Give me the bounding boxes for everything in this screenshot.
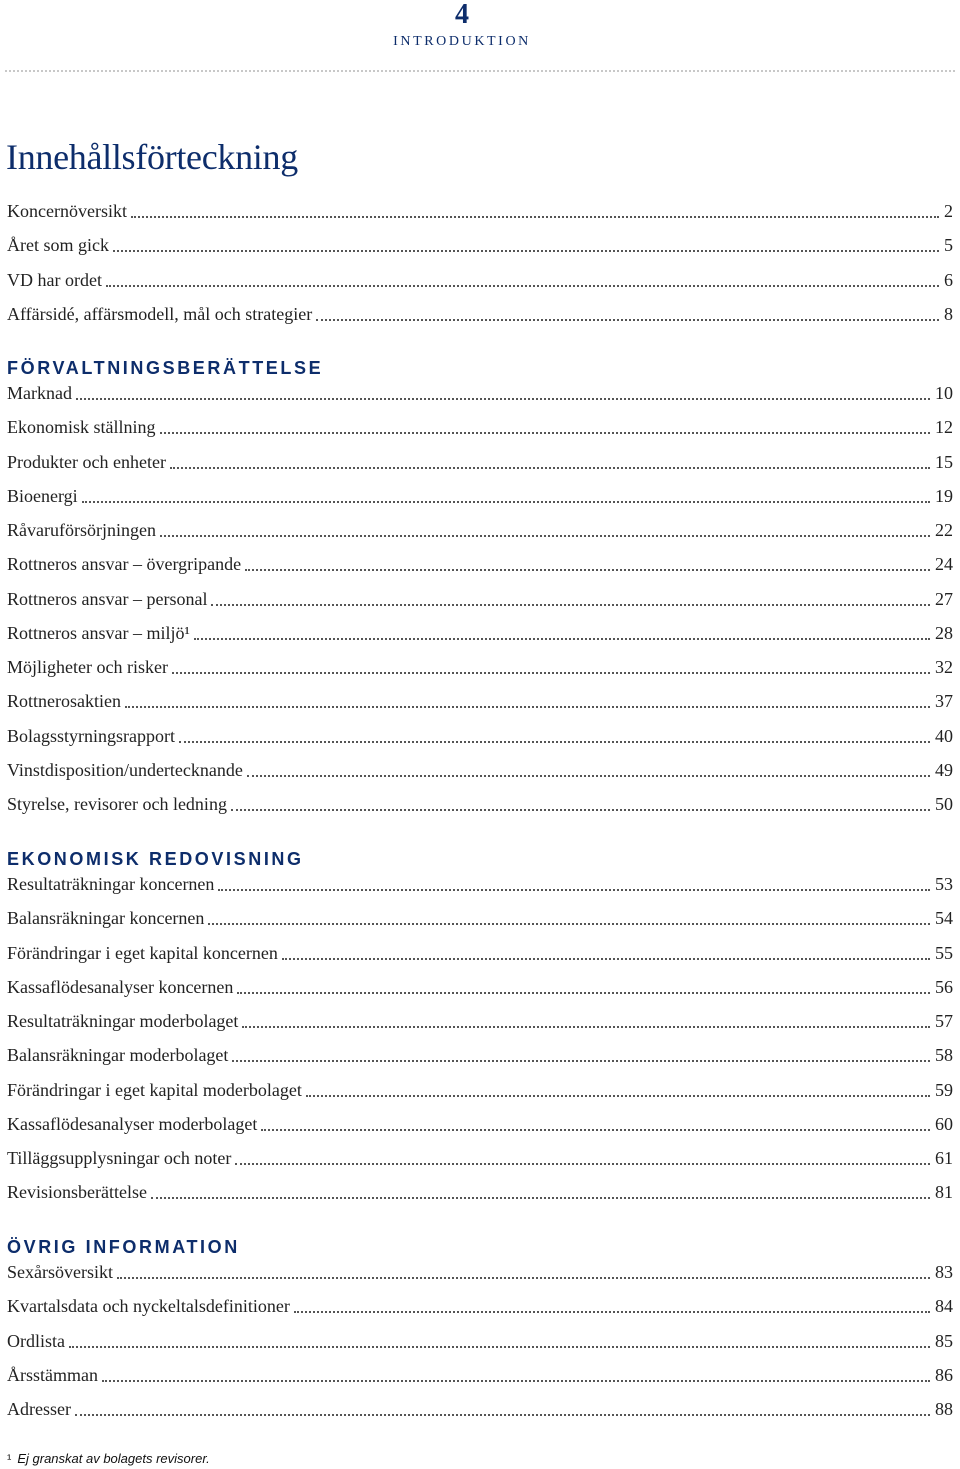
toc-leader-dots [247, 755, 930, 777]
toc-entry-label: VD har ordet [7, 269, 102, 290]
footnote [7, 1450, 210, 1468]
toc-entry-label: Balansräkningar koncernen [7, 908, 205, 929]
toc-entry-label: Resultaträkningar moderbolaget [7, 1011, 239, 1031]
toc-entry-page-number: 60 [935, 1113, 953, 1134]
toc-leader-dots [172, 652, 930, 674]
toc-entry-label: Kassaflödesanalyser moderbolaget [7, 1113, 258, 1134]
toc-entry-page-number: 88 [935, 1399, 953, 1419]
toc-entry-page-number: 2 [944, 201, 953, 221]
toc-leader-dots [69, 1326, 930, 1348]
toc-entry-page-number: 28 [935, 622, 953, 643]
toc-entry[interactable] [7, 1294, 953, 1318]
toc-entry-label: Tilläggsupplysningar och noter [7, 1148, 232, 1168]
toc-entry-page-number: 6 [944, 269, 953, 290]
toc-entry-label: Adresser [7, 1399, 71, 1419]
toc-entry[interactable] [7, 1043, 953, 1067]
toc-entry-page-number: 15 [935, 451, 953, 472]
toc-entry-page-number: 50 [935, 794, 953, 814]
toc-leader-dots [76, 378, 930, 400]
toc-entry-page-number: 55 [935, 942, 953, 963]
toc-entry[interactable] [7, 906, 953, 930]
toc-entry[interactable] [7, 552, 953, 576]
toc-section-heading: FÖRVALTNINGSBERÄTTELSE [7, 358, 324, 378]
toc-entry[interactable] [7, 1078, 953, 1102]
section-label: INTRODUKTION [393, 34, 531, 49]
toc-entry-label: Råvaruförsörjningen [7, 520, 156, 540]
toc-leader-dots [75, 1394, 930, 1416]
toc-entry-page-number: 40 [935, 725, 953, 746]
toc-leader-dots [151, 1177, 930, 1199]
toc-leader-dots [232, 1040, 930, 1062]
toc-leader-dots [282, 938, 930, 960]
toc-leader-dots [211, 584, 930, 606]
toc-leader-dots [242, 1006, 930, 1028]
toc-leader-dots [160, 515, 930, 537]
toc-entry-page-number: 57 [935, 1011, 953, 1031]
toc-entry[interactable] [7, 415, 953, 439]
toc-entry-label: Balansräkningar moderbolaget [7, 1045, 229, 1066]
toc-entry-label: Produkter och enheter [7, 451, 166, 472]
toc-entry[interactable] [7, 1180, 953, 1204]
toc-entry[interactable] [7, 268, 953, 292]
toc-entry-page-number: 8 [944, 303, 953, 324]
toc-entry[interactable] [7, 941, 953, 965]
toc-leader-dots [113, 230, 939, 252]
toc-entry-label: Styrelse, revisorer och ledning [7, 794, 227, 814]
toc-entry-page-number: 59 [935, 1079, 953, 1100]
toc-entry[interactable] [7, 199, 953, 223]
toc-entry[interactable] [7, 758, 953, 782]
toc-entry-label: Kvartalsdata och nyckeltalsdefinitioner [7, 1296, 290, 1317]
toc-leader-dots [245, 549, 930, 571]
toc-leader-dots [160, 412, 931, 434]
toc-leader-dots [261, 1109, 930, 1131]
toc-leader-dots [82, 481, 930, 503]
toc-entry-label: Årsstämman [7, 1364, 98, 1385]
toc-entry[interactable] [7, 724, 953, 748]
toc-entry-page-number: 19 [935, 485, 953, 506]
toc-leader-dots [102, 1360, 930, 1382]
toc-entry-page-number: 81 [935, 1182, 953, 1203]
toc-leader-dots [170, 447, 930, 469]
toc-entry-page-number: 54 [935, 908, 953, 929]
toc-leader-dots [316, 299, 939, 321]
toc-leader-dots [125, 686, 930, 708]
toc-leader-dots [218, 869, 930, 891]
toc-entry-label: Rottneros ansvar – personal [7, 588, 208, 609]
toc-entry-page-number: 84 [935, 1296, 953, 1317]
toc-leader-dots [194, 618, 930, 640]
toc-entry-page-number: 22 [935, 520, 953, 540]
toc-entry[interactable] [7, 1329, 953, 1353]
toc-entry[interactable] [7, 1397, 953, 1421]
toc-entry-label: Rottneros ansvar – övergripande [7, 554, 242, 575]
toc-leader-dots [208, 903, 930, 925]
toc-entry-label: Bolagsstyrningsrapport [7, 725, 175, 746]
toc-leader-dots [106, 265, 939, 287]
toc-section-heading: EKONOMISK REDOVISNING [7, 849, 304, 869]
toc-leader-dots [235, 1143, 930, 1165]
toc-entry-page-number: 37 [935, 691, 953, 712]
toc-entry[interactable] [7, 1112, 953, 1136]
toc-entry-page-number: 27 [935, 588, 953, 609]
toc-entry-label: Rottneros ansvar – miljö¹ [7, 622, 190, 643]
toc-entry-label: Marknad [7, 383, 72, 403]
toc-entry-page-number: 10 [935, 383, 953, 403]
toc-entry[interactable] [7, 1260, 953, 1284]
toc-entry-label: Möjligheter och risker [7, 657, 168, 677]
toc-entry-page-number: 12 [935, 417, 953, 438]
toc-entry[interactable] [7, 587, 953, 611]
toc-entry[interactable] [7, 381, 953, 405]
toc-entry-page-number: 32 [935, 657, 953, 677]
toc-entry-label: Sexårsöversikt [7, 1262, 113, 1282]
toc-entry[interactable] [7, 621, 953, 645]
toc-entry[interactable] [7, 302, 953, 326]
toc-entry-label: Ordlista [7, 1330, 65, 1351]
page-number: 4 [455, 0, 469, 30]
toc-section-heading: ÖVRIG INFORMATION [7, 1237, 240, 1257]
toc-leader-dots [131, 196, 939, 218]
toc-entry-page-number: 61 [935, 1148, 953, 1168]
toc-entry-page-number: 53 [935, 874, 953, 894]
toc-entry[interactable] [7, 233, 953, 257]
toc-entry[interactable] [7, 484, 953, 508]
footnote-mark: ¹ [7, 1451, 12, 1466]
toc-entry-page-number: 86 [935, 1364, 953, 1385]
toc-entry-label: Koncernöversikt [7, 201, 127, 221]
toc-entry-label: Bioenergi [7, 485, 78, 506]
toc-entry[interactable] [7, 872, 953, 896]
toc-entry-label: Förändringar i eget kapital koncernen [7, 942, 278, 963]
toc-leader-dots [117, 1257, 930, 1279]
toc-entry-page-number: 24 [935, 554, 953, 575]
toc-leader-dots [237, 972, 930, 994]
toc-entry-page-number: 5 [944, 235, 953, 256]
toc-entry-label: Rottnerosaktien [7, 691, 121, 712]
toc-entry[interactable] [7, 1363, 953, 1387]
toc-entry-page-number: 58 [935, 1045, 953, 1066]
toc-entry[interactable] [7, 792, 953, 816]
toc-entry-page-number: 83 [935, 1262, 953, 1282]
toc-leader-dots [294, 1291, 930, 1313]
toc-entry-label: Vinstdisposition/undertecknande [7, 759, 243, 780]
toc-entry-label: Kassaflödesanalyser koncernen [7, 976, 234, 997]
toc-entry[interactable] [7, 689, 953, 713]
toc-entry[interactable] [7, 1146, 953, 1170]
toc-entry-page-number: 85 [935, 1330, 953, 1351]
footnote-text: Ej granskat av bolagets revisorer. [17, 1451, 210, 1466]
toc-leader-dots [306, 1075, 930, 1097]
toc-entry-label: Affärsidé, affärsmodell, mål och strategier [7, 303, 313, 324]
toc-entry-page-number: 56 [935, 976, 953, 997]
toc-entry[interactable] [7, 518, 953, 542]
toc-entry[interactable] [7, 450, 953, 474]
toc-entry-label: Ekonomisk ställning [7, 417, 156, 438]
toc-entry[interactable] [7, 1009, 953, 1033]
toc-entry-page-number: 49 [935, 759, 953, 780]
toc-leader-dots [231, 789, 930, 811]
header-divider [5, 70, 955, 72]
toc-entry[interactable] [7, 655, 953, 679]
toc-entry[interactable] [7, 975, 953, 999]
document-title: Innehållsförteckning [6, 137, 298, 177]
toc-entry-label: Resultaträkningar koncernen [7, 874, 215, 894]
toc-entry-label: Revisionsberättelse [7, 1182, 147, 1203]
toc-leader-dots [179, 721, 930, 743]
toc-entry-label: Förändringar i eget kapital moderbolaget [7, 1079, 302, 1100]
toc-entry-label: Året som gick [7, 235, 109, 256]
